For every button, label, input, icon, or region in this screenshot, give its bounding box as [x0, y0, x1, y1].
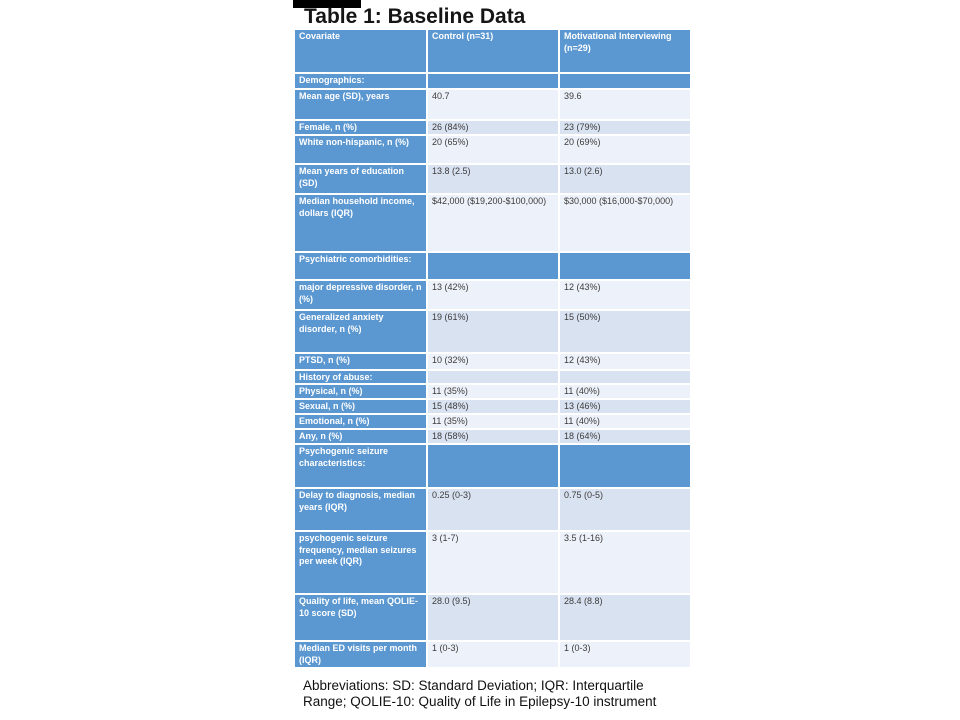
- value-cell: 10 (32%): [428, 354, 560, 369]
- table-row: [295, 385, 690, 400]
- row-label-cell: major depressive disorder, n (%): [295, 281, 428, 309]
- table-row: [295, 74, 690, 90]
- value-cell: 0.75 (0-5): [560, 489, 690, 530]
- value-cell: 1 (0-3): [560, 642, 690, 667]
- value-cell: [428, 253, 560, 279]
- value-cell: 20 (65%): [428, 136, 560, 163]
- row-label-cell: Any, n (%): [295, 430, 428, 443]
- table-row: [295, 136, 690, 165]
- row-label-cell: Female, n (%): [295, 121, 428, 134]
- table-row: [295, 400, 690, 415]
- value-cell: 3.5 (1-16): [560, 532, 690, 593]
- row-label-cell: Physical, n (%): [295, 385, 428, 398]
- table-body: [295, 74, 690, 669]
- value-cell: $30,000 ($16,000-$70,000): [560, 195, 690, 251]
- table-row: [295, 121, 690, 136]
- table-row: [295, 371, 690, 385]
- row-label-cell: Emotional, n (%): [295, 415, 428, 428]
- column-header: Control (n=31): [428, 30, 560, 72]
- value-cell: 39.6: [560, 90, 690, 119]
- value-cell: [428, 445, 560, 487]
- value-cell: 12 (43%): [560, 354, 690, 369]
- table-row: [295, 165, 690, 195]
- row-label-cell: Demographics:: [295, 74, 428, 88]
- table-row: [295, 642, 690, 669]
- value-cell: [428, 74, 560, 88]
- row-label-cell: Psychogenic seizure characteristics:: [295, 445, 428, 487]
- row-label-cell: PTSD, n (%): [295, 354, 428, 369]
- value-cell: 1 (0-3): [428, 642, 560, 667]
- slide-title: Table 1: Baseline Data: [304, 5, 526, 28]
- row-label-cell: Delay to diagnosis, median years (IQR): [295, 489, 428, 530]
- value-cell: 11 (35%): [428, 415, 560, 428]
- table-row: [295, 595, 690, 642]
- table-row: [295, 311, 690, 354]
- row-label-cell: Median ED visits per month (IQR): [295, 642, 428, 667]
- row-label-cell: Generalized anxiety disorder, n (%): [295, 311, 428, 352]
- value-cell: 12 (43%): [560, 281, 690, 309]
- table-row: [295, 195, 690, 253]
- value-cell: [560, 371, 690, 383]
- table-row: [295, 90, 690, 121]
- abbreviations-note: Abbreviations: SD: Standard Deviation; IQR: Interquartile Range; QOLIE-10: Quality of Life in Epilepsy-10 instrument: [303, 678, 657, 710]
- value-cell: 23 (79%): [560, 121, 690, 134]
- row-label-cell: Mean years of education (SD): [295, 165, 428, 193]
- value-cell: $42,000 ($19,200-$100,000): [428, 195, 560, 251]
- row-label-cell: Mean age (SD), years: [295, 90, 428, 119]
- value-cell: [560, 445, 690, 487]
- table-row: [295, 354, 690, 371]
- row-label-cell: History of abuse:: [295, 371, 428, 383]
- table-row: [295, 253, 690, 281]
- value-cell: [428, 371, 560, 383]
- column-header: Motivational Interviewing (n=29): [560, 30, 690, 72]
- value-cell: 13.0 (2.6): [560, 165, 690, 193]
- value-cell: 13 (46%): [560, 400, 690, 413]
- row-label-cell: Sexual, n (%): [295, 400, 428, 413]
- table-row: [295, 445, 690, 489]
- value-cell: 11 (35%): [428, 385, 560, 398]
- value-cell: 19 (61%): [428, 311, 560, 352]
- value-cell: [560, 74, 690, 88]
- value-cell: 18 (58%): [428, 430, 560, 443]
- row-label-cell: White non-hispanic, n (%): [295, 136, 428, 163]
- row-label-cell: psychogenic seizure frequency, median seizures per week (IQR): [295, 532, 428, 593]
- value-cell: 15 (50%): [560, 311, 690, 352]
- value-cell: 20 (69%): [560, 136, 690, 163]
- row-label-cell: Median household income, dollars (IQR): [295, 195, 428, 251]
- value-cell: 13.8 (2.5): [428, 165, 560, 193]
- value-cell: 28.4 (8.8): [560, 595, 690, 640]
- value-cell: 0.25 (0-3): [428, 489, 560, 530]
- table-row: [295, 489, 690, 532]
- value-cell: 3 (1-7): [428, 532, 560, 593]
- value-cell: 11 (40%): [560, 385, 690, 398]
- row-label-cell: Quality of life, mean QOLIE-10 score (SD): [295, 595, 428, 640]
- value-cell: 13 (42%): [428, 281, 560, 309]
- table-row: [295, 430, 690, 445]
- table-row: [295, 415, 690, 430]
- column-header: Covariate: [295, 30, 428, 72]
- value-cell: 26 (84%): [428, 121, 560, 134]
- value-cell: 28.0 (9.5): [428, 595, 560, 640]
- table-row: [295, 532, 690, 595]
- baseline-data-table: [295, 30, 690, 669]
- value-cell: 18 (64%): [560, 430, 690, 443]
- value-cell: 11 (40%): [560, 415, 690, 428]
- row-label-cell: Psychiatric comorbidities:: [295, 253, 428, 279]
- table-header-row: [295, 30, 690, 74]
- value-cell: [560, 253, 690, 279]
- value-cell: 15 (48%): [428, 400, 560, 413]
- table-row: [295, 281, 690, 311]
- value-cell: 40.7: [428, 90, 560, 119]
